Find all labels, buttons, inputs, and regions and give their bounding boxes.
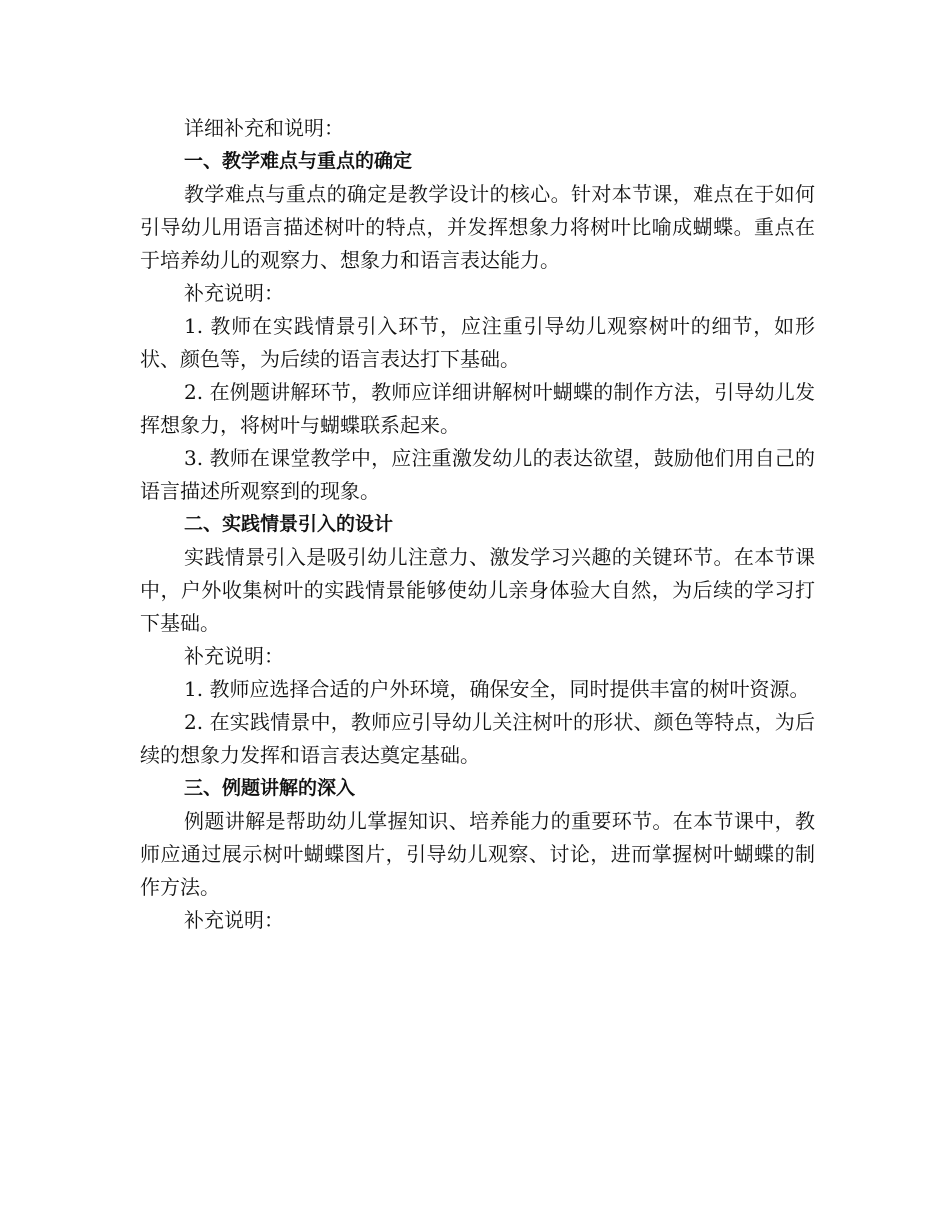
section-1-heading: 一、教学难点与重点的确定: [184, 150, 413, 172]
section-1-note-label: 补充说明：: [184, 281, 284, 305]
section-2-heading: 二、实践情景引入的设计: [184, 513, 394, 535]
intro-line: 详细补充和说明：: [184, 116, 344, 140]
section-3-note-label: 补充说明：: [184, 908, 284, 932]
section-2-note-label: 补充说明：: [184, 644, 284, 668]
section-3-heading: 三、例题讲解的深入: [184, 777, 356, 799]
section-1-item-2: 2. 在例题讲解环节，教师应详细讲解树叶蝴蝶的制作方法，引导幼儿发挥想象力，将树叶与蝴蝶联系起来。: [140, 380, 815, 437]
section-1-item-3: 3. 教师在课堂教学中，应注重激发幼儿的表达欲望，鼓励他们用自己的语言描述所观察到的现象。: [140, 446, 815, 503]
section-2-item-1: 1. 教师应选择合适的户外环境，确保安全，同时提供丰富的树叶资源。: [184, 677, 810, 701]
section-1-body: 教学难点与重点的确定是教学设计的核心。针对本节课，难点在于如何引导幼儿用语言描述树叶的特点，并发挥想象力将树叶比喻成蝴蝶。重点在于培养幼儿的观察力、想象力和语言表达能力。: [140, 182, 815, 272]
section-3-body: 例题讲解是帮助幼儿掌握知识、培养能力的重要环节。在本节课中，教师应通过展示树叶蝴蝶图片，引导幼儿观察、讨论，进而掌握树叶蝴蝶的制作方法。: [140, 809, 815, 899]
section-2-item-2: 2. 在实践情景中，教师应引导幼儿关注树叶的形状、颜色等特点，为后续的想象力发挥和语言表达奠定基础。: [140, 710, 815, 767]
section-1-item-1: 1. 教师在实践情景引入环节，应注重引导幼儿观察树叶的细节，如形状、颜色等，为后续的语言表达打下基础。: [140, 314, 815, 371]
section-2-body: 实践情景引入是吸引幼儿注意力、激发学习兴趣的关键环节。在本节课中，户外收集树叶的实践情景能够使幼儿亲身体验大自然，为后续的学习打下基础。: [140, 545, 815, 635]
document-page: [140, 112, 815, 937]
